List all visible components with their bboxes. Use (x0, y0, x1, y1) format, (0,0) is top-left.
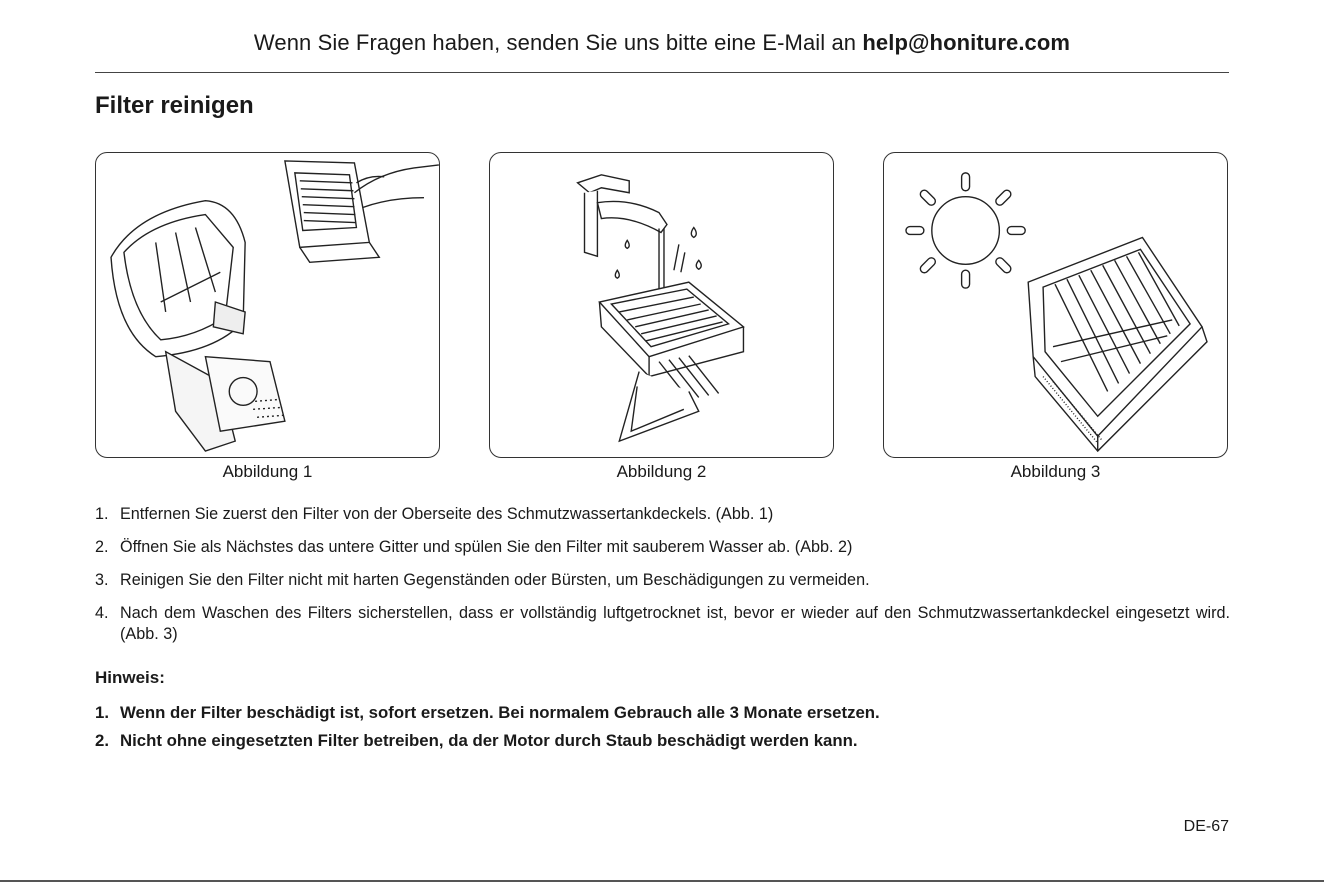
list-item (95, 603, 1230, 645)
figure-2-caption: Abbildung 2 (616, 462, 707, 481)
note-list (95, 702, 1230, 758)
note-text: Nicht ohne eingesetzten Filter betreiben, da der Motor durch Staub beschädigt werden kann. (120, 731, 858, 750)
figure-3-caption: Abbildung 3 (1010, 462, 1101, 481)
step-number: 1. (95, 505, 109, 523)
figure-1-caption: Abbildung 1 (222, 462, 313, 481)
page-header (95, 30, 1229, 73)
filter-rinse-illustration (490, 153, 833, 457)
note-heading: Hinweis: (95, 668, 165, 687)
list-item (95, 702, 1230, 724)
filter-removal-illustration (96, 153, 439, 457)
figure-2 (489, 152, 834, 458)
step-text: Reinigen Sie den Filter nicht mit harten Gegenständen oder Bürsten, um Beschädigungen zu vermeiden. (120, 571, 870, 589)
list-item (95, 537, 1230, 558)
figure-1 (95, 152, 440, 458)
step-number: 2. (95, 538, 109, 556)
support-email: help@honiture.com (862, 30, 1071, 55)
step-text: Entfernen Sie zuerst den Filter von der Oberseite des Schmutzwassertankdeckels. (Abb. 1) (120, 505, 774, 523)
figure-3 (883, 152, 1228, 458)
page-bottom-divider (0, 880, 1324, 882)
step-number: 3. (95, 571, 109, 589)
step-text: Öffnen Sie als Nächstes das untere Gitter und spülen Sie den Filter mit sauberem Wasser ab. (Abb. 2) (120, 538, 853, 556)
section-title: Filter reinigen (95, 92, 254, 119)
list-item (95, 504, 1230, 525)
filter-dry-illustration (884, 153, 1227, 457)
instruction-steps (95, 504, 1230, 657)
list-item (95, 570, 1230, 591)
note-number: 2. (95, 731, 109, 750)
step-text: Nach dem Waschen des Filters sicherstellen, dass er vollständig luftgetrocknet ist, bevor er wieder auf den Schmutzwassertankdeckel eingesetzt wird. (Abb. 3) (120, 604, 1230, 643)
list-item (95, 730, 1230, 752)
note-text: Wenn der Filter beschädigt ist, sofort ersetzen. Bei normalem Gebrauch alle 3 Monate ersetzen. (120, 703, 880, 722)
step-number: 4. (95, 604, 109, 622)
page-number: DE-67 (1183, 818, 1229, 835)
header-text: Wenn Sie Fragen haben, senden Sie uns bitte eine E-Mail an (253, 30, 863, 55)
note-number: 1. (95, 703, 109, 722)
